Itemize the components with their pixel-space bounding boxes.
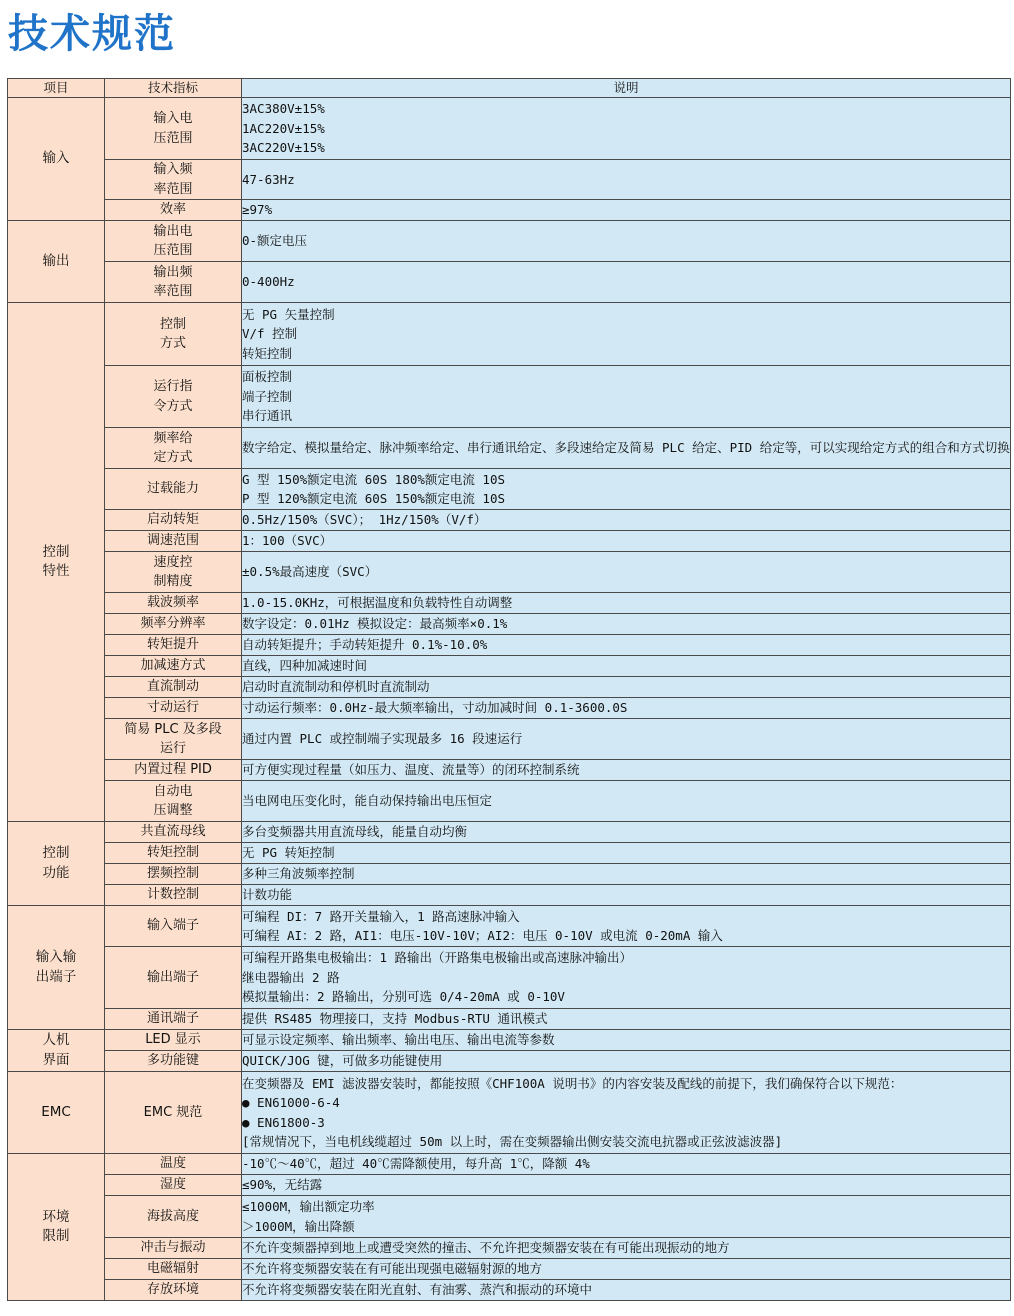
indicator-label: 输入端子	[146, 918, 199, 934]
header-indicator: 技术指标	[105, 79, 242, 98]
description-line: 自动转矩提升；手动转矩提升 0.1%-10.0%	[242, 637, 488, 653]
description-line: ● EN61800-3	[242, 1114, 325, 1130]
indicator-label: 运行指	[153, 379, 193, 394]
description-cell	[242, 98, 1011, 160]
category-cell	[8, 221, 105, 303]
table-row	[8, 614, 1011, 635]
indicator-cell	[105, 1196, 242, 1238]
spec-table	[7, 78, 1011, 1301]
description-line: ≤90%，无结露	[242, 1177, 323, 1193]
table-row	[8, 698, 1011, 719]
indicator-cell	[105, 843, 242, 864]
indicator-label: 令方式	[153, 398, 193, 414]
indicator-label: 率范围	[153, 181, 193, 197]
category-cell	[8, 303, 105, 822]
description-line: 可编程开路集电极输出：1 路输出（开路集电极输出或高速脉冲输出）	[242, 950, 633, 966]
indicator-label: LED 显示	[145, 1032, 201, 1048]
description-cell	[242, 262, 1011, 303]
description-cell	[242, 1051, 1011, 1072]
table-row	[8, 552, 1011, 593]
description-line: 直线，四种加减速时间	[242, 658, 368, 674]
table-row	[8, 593, 1011, 614]
table-row	[8, 781, 1011, 822]
indicator-label: 存放环境	[146, 1282, 199, 1298]
description-cell	[242, 200, 1011, 221]
description-cell	[242, 843, 1011, 864]
description-line: 47-63Hz	[242, 171, 295, 187]
description-cell	[242, 1154, 1011, 1175]
description-cell	[242, 864, 1011, 885]
category-cell	[8, 98, 105, 221]
table-header-row	[8, 79, 1011, 98]
description-cell	[242, 531, 1011, 552]
description-line: 无 PG 矢量控制	[242, 306, 335, 322]
indicator-cell	[105, 200, 242, 221]
table-row	[8, 1030, 1011, 1051]
table-row	[8, 656, 1011, 677]
description-cell	[242, 428, 1011, 469]
category-label: 人机	[42, 1032, 70, 1048]
indicator-label: 压范围	[153, 130, 193, 146]
description-line: 模拟量输出：2 路输出，分别可选 0/4-20mA 或 0-10V	[242, 989, 565, 1005]
indicator-label: 方式	[159, 336, 186, 351]
description-line: 继电器输出 2 路	[242, 969, 340, 985]
page-title: 技术规范	[8, 11, 176, 57]
description-cell	[242, 510, 1011, 531]
description-line: -10℃～40℃，超过 40℃需降额使用，每升高 1℃，降额 4%	[242, 1156, 590, 1172]
indicator-label: 输出频	[153, 264, 193, 280]
indicator-cell	[105, 1030, 242, 1051]
category-cell	[8, 1072, 105, 1154]
indicator-cell	[105, 614, 242, 635]
header-item: 项目	[8, 79, 105, 98]
indicator-cell	[105, 428, 242, 469]
description-cell	[242, 160, 1011, 200]
indicator-label: 寸动运行	[146, 700, 199, 716]
table-row	[8, 303, 1011, 366]
description-line: 可编程 DI：7 路开关量输入，1 路高速脉冲输入	[242, 908, 520, 924]
description-line: 数字给定、模拟量给定、脉冲频率给定、串行通讯给定、多段速给定及简易 PLC 给定、PID 给定等，可以实现给定方式的组合和方式切换	[242, 440, 1010, 456]
category-cell	[8, 822, 105, 906]
description-cell	[242, 552, 1011, 593]
indicator-label: 调速范围	[146, 533, 199, 549]
description-line: QUICK/JOG 键，可做多功能键使用	[242, 1053, 443, 1069]
description-cell	[242, 1009, 1011, 1030]
description-line: ≥97%	[242, 202, 273, 218]
table-row	[8, 760, 1011, 781]
description-line: 启动时直流制动和停机时直流制动	[242, 679, 430, 695]
indicator-label: 输入频	[153, 162, 193, 177]
description-line: 计数功能	[242, 887, 293, 903]
description-line: 串行通讯	[242, 408, 293, 424]
indicator-cell	[105, 531, 242, 552]
indicator-cell	[105, 781, 242, 822]
indicator-label: EMC 规范	[143, 1104, 203, 1120]
description-line: 可方便实现过程量（如压力、温度、流量等）的闭环控制系统	[242, 762, 580, 778]
indicator-label: 海拔高度	[146, 1208, 199, 1224]
description-line: G 型 150%额定电流 60S 180%额定电流 10S	[242, 471, 506, 487]
category-label: 出端子	[35, 968, 77, 985]
description-line: 1：100（SVC）	[242, 533, 333, 549]
indicator-cell	[105, 303, 242, 366]
description-line: 可编程 AI：2 路，AI1：电压-10V-10V；AI2：电压 0-10V 或电流 0-20mA 输入	[242, 928, 723, 943]
table-row	[8, 947, 1011, 1009]
indicator-cell	[105, 366, 242, 428]
indicator-label: 压调整	[153, 803, 193, 818]
description-cell	[242, 822, 1011, 843]
description-line: 转矩控制	[242, 345, 293, 361]
description-line: 无 PG 转矩控制	[242, 845, 335, 861]
indicator-label: 冲击与振动	[140, 1240, 206, 1256]
category-label: 界面	[42, 1051, 70, 1068]
table-row	[8, 510, 1011, 531]
indicator-label: 加减速方式	[140, 658, 206, 674]
indicator-cell	[105, 677, 242, 698]
table-row	[8, 719, 1011, 760]
indicator-cell	[105, 635, 242, 656]
description-line: V/f 控制	[242, 326, 298, 342]
indicator-label: 直流制动	[146, 679, 199, 695]
indicator-label: 温度	[159, 1156, 186, 1172]
indicator-cell	[105, 760, 242, 781]
indicator-cell	[105, 552, 242, 593]
indicator-label: 转矩提升	[146, 637, 199, 653]
table-row	[8, 864, 1011, 885]
category-label: 限制	[42, 1228, 70, 1244]
table-row	[8, 428, 1011, 469]
table-body	[8, 98, 1011, 1301]
description-line: ● EN61000-6-4	[242, 1095, 340, 1110]
description-cell	[242, 1259, 1011, 1280]
table-row	[8, 906, 1011, 947]
table-row	[8, 469, 1011, 510]
description-cell	[242, 885, 1011, 906]
description-line: 0-额定电压	[242, 233, 308, 249]
description-line: 端子控制	[242, 388, 293, 404]
description-line: [常规情况下，当电机线缆超过 50m 以上时，需在变频器输出侧安装交流电抗器或正弦波滤波器]	[242, 1134, 783, 1149]
description-line: 3AC380V±15%	[242, 101, 325, 117]
description-cell	[242, 760, 1011, 781]
indicator-label: 频率分辨率	[140, 616, 206, 632]
description-line: 不允许变频器掉到地上或遭受突然的撞击、不允许把变频器安装在有可能出现振动的地方	[242, 1240, 730, 1256]
table-row	[8, 98, 1011, 160]
table-row	[8, 1196, 1011, 1238]
indicator-cell	[105, 1051, 242, 1072]
description-cell	[242, 1072, 1011, 1154]
indicator-label: 湿度	[159, 1177, 186, 1193]
indicator-cell	[105, 719, 242, 760]
indicator-cell	[105, 698, 242, 719]
table-row	[8, 843, 1011, 864]
table-row	[8, 1009, 1011, 1030]
table-row	[8, 1280, 1011, 1301]
indicator-cell	[105, 469, 242, 510]
description-line: ＞1000M，输出降额	[242, 1218, 355, 1234]
table-row	[8, 822, 1011, 843]
table-row	[8, 635, 1011, 656]
table-row	[8, 221, 1011, 262]
indicator-cell	[105, 160, 242, 200]
category-cell	[8, 906, 105, 1030]
indicator-label: 转矩控制	[146, 845, 199, 861]
category-label: 输出	[42, 252, 70, 269]
description-cell	[242, 698, 1011, 719]
description-cell	[242, 677, 1011, 698]
description-line: ≤1000M，输出额定功率	[242, 1199, 375, 1214]
description-line: 在变频器及 EMI 滤波器安装时，都能按照《CHF100A 说明书》的内容安装及配线的前提下，我们确保符合以下规范：	[242, 1075, 903, 1091]
indicator-label: 率范围	[153, 284, 193, 299]
indicator-label: 共直流母线	[140, 824, 206, 840]
indicator-label: 效率	[159, 202, 186, 218]
indicator-label: 简易 PLC 及多段	[124, 721, 222, 737]
table-row	[8, 200, 1011, 221]
description-line: 寸动运行频率：0.0Hz-最大频率输出，寸动加减时间 0.1-3600.0S	[242, 700, 628, 716]
table-row	[8, 885, 1011, 906]
description-cell	[242, 303, 1011, 366]
indicator-cell	[105, 1072, 242, 1154]
indicator-label: 载波频率	[146, 595, 199, 611]
indicator-cell	[105, 1280, 242, 1301]
table-row	[8, 677, 1011, 698]
indicator-label: 速度控	[153, 554, 193, 570]
indicator-label: 压范围	[153, 243, 193, 258]
indicator-label: 输入电	[153, 111, 193, 126]
description-cell	[242, 1238, 1011, 1259]
table-row	[8, 1072, 1011, 1154]
indicator-cell	[105, 906, 242, 947]
description-line: 通过内置 PLC 或控制端子实现最多 16 段速运行	[242, 731, 523, 747]
indicator-label: 通讯端子	[146, 1011, 199, 1027]
description-line: 不允许将变频器安装在阳光直射、有油雾、蒸汽和振动的环境中	[242, 1282, 593, 1298]
description-line: 数字设定：0.01Hz 模拟设定：最高频率×0.1%	[242, 616, 508, 632]
indicator-cell	[105, 885, 242, 906]
indicator-cell	[105, 947, 242, 1009]
description-line: 当电网电压变化时，能自动保持输出电压恒定	[242, 793, 493, 809]
indicator-label: 内置过程 PID	[134, 762, 212, 778]
indicator-label: 输出端子	[146, 969, 199, 985]
indicator-label: 控制	[159, 316, 186, 332]
indicator-cell	[105, 1009, 242, 1030]
description-line: 3AC220V±15%	[242, 140, 325, 156]
indicator-cell	[105, 1259, 242, 1280]
indicator-label: 频率给	[153, 430, 193, 446]
description-line: 0-400Hz	[242, 274, 295, 290]
description-cell	[242, 593, 1011, 614]
description-line: 多台变频器共用直流母线，能量自动均衡	[242, 824, 468, 840]
indicator-cell	[105, 656, 242, 677]
indicator-label: 启动转矩	[146, 512, 199, 528]
description-line: 提供 RS485 物理接口，支持 Modbus-RTU 通讯模式	[242, 1011, 548, 1027]
indicator-label: 定方式	[153, 450, 193, 465]
category-label: 功能	[42, 864, 70, 881]
indicator-label: 运行	[159, 741, 186, 756]
indicator-label: 电磁辐射	[146, 1261, 199, 1277]
description-cell	[242, 719, 1011, 760]
category-label: 控制	[42, 845, 70, 861]
description-cell	[242, 1030, 1011, 1051]
description-cell	[242, 781, 1011, 822]
description-cell	[242, 1175, 1011, 1196]
table-row	[8, 1175, 1011, 1196]
description-cell	[242, 221, 1011, 262]
indicator-label: 输出电	[153, 223, 193, 239]
table-row	[8, 1238, 1011, 1259]
table-row	[8, 1051, 1011, 1072]
description-cell	[242, 1196, 1011, 1238]
description-cell	[242, 635, 1011, 656]
description-line: 0.5Hz/150%（SVC）； 1Hz/150%（V/f）	[242, 512, 487, 528]
description-cell	[242, 906, 1011, 947]
category-label: 控制	[42, 543, 70, 560]
category-cell	[8, 1154, 105, 1301]
indicator-label: 多功能键	[146, 1053, 199, 1069]
description-line: 1.0-15.0KHz，可根据温度和负载特性自动调整	[242, 595, 513, 611]
indicator-cell	[105, 510, 242, 531]
description-line: ±0.5%最高速度（SVC）	[242, 564, 378, 580]
table-row	[8, 531, 1011, 552]
indicator-cell	[105, 221, 242, 262]
description-line: 1AC220V±15%	[242, 120, 325, 136]
table-row	[8, 1154, 1011, 1175]
indicator-cell	[105, 262, 242, 303]
description-cell	[242, 1280, 1011, 1301]
indicator-cell	[105, 864, 242, 885]
table-row	[8, 262, 1011, 303]
indicator-label: 制精度	[153, 574, 193, 589]
description-line: 可显示设定频率、输出频率、输出电压、输出电流等参数	[242, 1032, 555, 1048]
category-label: 环境	[42, 1208, 70, 1225]
indicator-cell	[105, 1154, 242, 1175]
category-label: 输入	[42, 150, 70, 167]
category-label: 特性	[42, 563, 70, 579]
description-cell	[242, 947, 1011, 1009]
table-row	[8, 160, 1011, 200]
indicator-cell	[105, 1175, 242, 1196]
indicator-cell	[105, 98, 242, 160]
category-label: EMC	[41, 1103, 71, 1120]
header-description: 说明	[242, 79, 1011, 98]
indicator-label: 过载能力	[146, 481, 199, 497]
indicator-label: 自动电	[153, 783, 193, 799]
category-label: 输入输	[35, 949, 77, 965]
description-cell	[242, 614, 1011, 635]
indicator-label: 摆频控制	[146, 866, 199, 882]
table-row	[8, 366, 1011, 428]
description-line: 多种三角波频率控制	[242, 866, 355, 882]
indicator-cell	[105, 593, 242, 614]
description-line: P 型 120%额定电流 60S 150%额定电流 10S	[242, 491, 506, 506]
description-cell	[242, 366, 1011, 428]
description-cell	[242, 656, 1011, 677]
indicator-cell	[105, 822, 242, 843]
description-line: 不允许将变频器安装在有可能出现强电磁辐射源的地方	[242, 1261, 543, 1277]
indicator-label: 计数控制	[146, 887, 199, 903]
table-row	[8, 1259, 1011, 1280]
indicator-cell	[105, 1238, 242, 1259]
description-cell	[242, 469, 1011, 510]
description-line: 面板控制	[242, 369, 293, 385]
category-cell	[8, 1030, 105, 1072]
